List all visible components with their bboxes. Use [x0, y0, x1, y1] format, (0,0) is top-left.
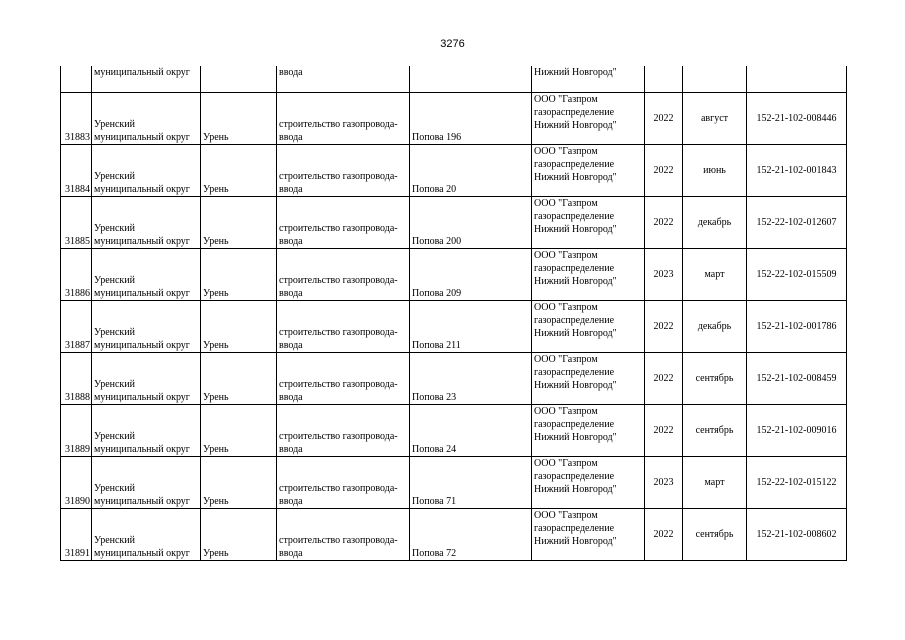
cell-locality: [201, 301, 277, 353]
work-type-line1: строительство газопровода-: [279, 379, 398, 390]
cell-work-type: ввода: [277, 66, 410, 93]
work-type-line2: ввода: [279, 548, 303, 559]
month: август: [700, 113, 729, 124]
cell-id: [61, 301, 92, 353]
month: декабрь: [697, 217, 732, 228]
work-type-line2: ввода: [279, 288, 303, 299]
cell-work-type: [277, 457, 410, 509]
cell-month: [683, 353, 747, 405]
cell-code: [747, 457, 847, 509]
locality: Урень: [203, 548, 229, 559]
row-id: 31883: [65, 132, 90, 143]
cell-address: [410, 93, 532, 145]
cell-code: [747, 197, 847, 249]
district-type: муниципальный округ: [94, 548, 190, 559]
year: 2023: [653, 477, 674, 488]
table-row: [61, 145, 847, 197]
work-type-line1: строительство газопровода-: [279, 171, 398, 182]
org-line1: ООО "Газпром: [534, 510, 598, 521]
cell-month: [683, 66, 747, 93]
month: декабрь: [697, 321, 732, 332]
work-type-line2: ввода: [279, 496, 303, 507]
org-line3: Нижний Новгород": [534, 432, 617, 443]
address: Попова 71: [412, 496, 457, 507]
work-type-line2: ввода: [279, 236, 303, 247]
cell-district: муниципальный округ: [92, 66, 201, 93]
cell-code: [747, 66, 847, 93]
row-id: 31886: [65, 288, 90, 299]
cell-month: [683, 249, 747, 301]
cell-year: [645, 93, 683, 145]
cell-code: [747, 353, 847, 405]
locality: Урень: [203, 184, 229, 195]
row-id: 31890: [65, 496, 90, 507]
cell-address: [410, 405, 532, 457]
cell-code: [747, 509, 847, 561]
district-name: Уренский: [94, 327, 135, 338]
cell-address: [410, 197, 532, 249]
cell-organization: [532, 249, 645, 301]
org-line3: Нижний Новгород": [534, 276, 617, 287]
org-line3: Нижний Новгород": [534, 484, 617, 495]
work-type-line1: строительство газопровода-: [279, 483, 398, 494]
work-type-line1: строительство газопровода-: [279, 275, 398, 286]
address: Попова 24: [412, 444, 457, 455]
cell-address: [410, 66, 532, 93]
row-id: 31891: [65, 548, 90, 559]
cell-district: [92, 509, 201, 561]
org-line3: Нижний Новгород": [534, 328, 617, 339]
year: 2022: [653, 165, 674, 176]
work-type-line1: строительство газопровода-: [279, 327, 398, 338]
cell-district: [92, 249, 201, 301]
locality: Урень: [203, 496, 229, 507]
cell-address: [410, 509, 532, 561]
cell-district: [92, 457, 201, 509]
district-type: муниципальный округ: [94, 496, 190, 507]
org-line2: газораспределение: [534, 471, 615, 482]
locality: Урень: [203, 340, 229, 351]
cell-month: [683, 197, 747, 249]
cell-work-type: [277, 93, 410, 145]
table-row: [61, 93, 847, 145]
cell-year: [645, 457, 683, 509]
org-line3: Нижний Новгород": [534, 120, 617, 131]
org-line2: газораспределение: [534, 107, 615, 118]
org-line1: ООО "Газпром: [534, 94, 598, 105]
year: 2022: [653, 113, 674, 124]
cell-year: [645, 353, 683, 405]
work-type-line1: строительство газопровода-: [279, 431, 398, 442]
cell-work-type: [277, 197, 410, 249]
object-code: 152-21-102-008459: [756, 373, 837, 384]
cell-month: [683, 509, 747, 561]
cell-locality: [201, 405, 277, 457]
cell-month: [683, 145, 747, 197]
work-type-line2: ввода: [279, 340, 303, 351]
cell-address: [410, 353, 532, 405]
org-line2: газораспределение: [534, 367, 615, 378]
row-id: 31888: [65, 392, 90, 403]
org-line1: ООО "Газпром: [534, 198, 598, 209]
district-name: Уренский: [94, 535, 135, 546]
cell-month: [683, 301, 747, 353]
org-line3: Нижний Новгород": [534, 224, 617, 235]
address: Попова 211: [412, 340, 461, 351]
address: Попова 200: [412, 236, 462, 247]
cell-district: [92, 405, 201, 457]
cell-work-type: [277, 405, 410, 457]
district-name: Уренский: [94, 171, 135, 182]
org-line3: Нижний Новгород": [534, 536, 617, 547]
object-code: 152-21-102-008446: [756, 113, 837, 124]
address: Попова 196: [412, 132, 462, 143]
work-type-line2: ввода: [279, 184, 303, 195]
locality: Урень: [203, 444, 229, 455]
cell-id: [61, 93, 92, 145]
year: 2022: [653, 529, 674, 540]
cell-district: [92, 353, 201, 405]
month: сентябрь: [695, 373, 734, 384]
row-id: 31889: [65, 444, 90, 455]
cell-organization: [532, 509, 645, 561]
continuation-row: [61, 66, 847, 93]
cell-year: [645, 249, 683, 301]
cell-locality: [201, 66, 277, 93]
cell-locality: [201, 197, 277, 249]
table-body: [61, 66, 847, 561]
address: Попова 209: [412, 288, 462, 299]
cell-address: [410, 301, 532, 353]
locality: Урень: [203, 132, 229, 143]
district-name: Уренский: [94, 431, 135, 442]
cell-organization: [532, 197, 645, 249]
cell-id: [61, 405, 92, 457]
district-type: муниципальный округ: [94, 340, 190, 351]
work-type-line2: ввода: [279, 444, 303, 455]
object-code: 152-21-102-001786: [756, 321, 837, 332]
work-type-line1: строительство газопровода-: [279, 119, 398, 130]
year: 2022: [653, 373, 674, 384]
cell-organization: [532, 145, 645, 197]
cell-id: [61, 197, 92, 249]
cell-year: [645, 145, 683, 197]
month: март: [704, 477, 725, 488]
address: Попова 20: [412, 184, 457, 195]
year: 2023: [653, 269, 674, 280]
table-row: [61, 197, 847, 249]
cell-work-type: [277, 301, 410, 353]
cell-id: [61, 353, 92, 405]
cell-locality: [201, 93, 277, 145]
cell-month: [683, 93, 747, 145]
object-code: 152-22-102-015122: [756, 477, 837, 488]
work-type-line1: строительство газопровода-: [279, 535, 398, 546]
registry-table: [60, 66, 847, 561]
cell-organization: [532, 405, 645, 457]
cell-code: [747, 93, 847, 145]
org-line2: газораспределение: [534, 315, 615, 326]
cell-address: [410, 457, 532, 509]
org-line1: ООО "Газпром: [534, 250, 598, 261]
object-code: 152-21-102-008602: [756, 529, 837, 540]
org-line1: ООО "Газпром: [534, 406, 598, 417]
cell-code: [747, 405, 847, 457]
work-type-line2: ввода: [279, 132, 303, 143]
cell-work-type: [277, 145, 410, 197]
month: сентябрь: [695, 529, 734, 540]
table-row: [61, 353, 847, 405]
cell-id: [61, 509, 92, 561]
month: июнь: [703, 165, 726, 176]
month: март: [704, 269, 725, 280]
cell-code: [747, 301, 847, 353]
cell-year: [645, 509, 683, 561]
cell-locality: [201, 145, 277, 197]
district-type: муниципальный округ: [94, 392, 190, 403]
district-name: Уренский: [94, 119, 135, 130]
cell-id: [61, 457, 92, 509]
org-line1: ООО "Газпром: [534, 302, 598, 313]
year: 2022: [653, 217, 674, 228]
cell-organization: [532, 457, 645, 509]
org-line1: ООО "Газпром: [534, 458, 598, 469]
org-line2: газораспределение: [534, 211, 615, 222]
object-code: 152-22-102-012607: [756, 217, 837, 228]
org-line2: газораспределение: [534, 419, 615, 430]
month: сентябрь: [695, 425, 734, 436]
org-line2: газораспределение: [534, 523, 615, 534]
cell-organization: [532, 301, 645, 353]
table-row: [61, 249, 847, 301]
district-name: Уренский: [94, 379, 135, 390]
cell-id: [61, 249, 92, 301]
district-type: муниципальный округ: [94, 288, 190, 299]
address: Попова 23: [412, 392, 457, 403]
cell-address: [410, 249, 532, 301]
org-line3: Нижний Новгород": [534, 380, 617, 391]
cell-district: [92, 145, 201, 197]
district-name: Уренский: [94, 275, 135, 286]
cell-month: [683, 457, 747, 509]
year: 2022: [653, 425, 674, 436]
org-line1: ООО "Газпром: [534, 146, 598, 157]
org-line3: Нижний Новгород": [534, 172, 617, 183]
cell-locality: [201, 353, 277, 405]
address: Попова 72: [412, 548, 457, 559]
district-type: муниципальный округ: [94, 132, 190, 143]
cell-district: [92, 301, 201, 353]
cell-work-type: [277, 353, 410, 405]
cell-work-type: [277, 249, 410, 301]
district-type: муниципальный округ: [94, 184, 190, 195]
cell-district: [92, 197, 201, 249]
table-row: [61, 509, 847, 561]
cell-organization: Нижний Новгород": [532, 66, 645, 93]
cell-district: [92, 93, 201, 145]
cell-locality: [201, 509, 277, 561]
work-type-line1: строительство газопровода-: [279, 223, 398, 234]
row-id: 31884: [65, 184, 90, 195]
cell-id: [61, 145, 92, 197]
page-number: 3276: [440, 38, 465, 50]
cell-organization: [532, 353, 645, 405]
cell-id: [61, 66, 92, 93]
table-row: [61, 405, 847, 457]
locality: Урень: [203, 236, 229, 247]
district-type: муниципальный округ: [94, 444, 190, 455]
cell-organization: [532, 93, 645, 145]
object-code: 152-21-102-009016: [756, 425, 837, 436]
cell-month: [683, 405, 747, 457]
cell-work-type: [277, 509, 410, 561]
cell-locality: [201, 457, 277, 509]
row-id: 31885: [65, 236, 90, 247]
org-line1: ООО "Газпром: [534, 354, 598, 365]
cell-code: [747, 145, 847, 197]
cell-address: [410, 145, 532, 197]
cell-year: [645, 66, 683, 93]
locality: Урень: [203, 288, 229, 299]
row-id: 31887: [65, 340, 90, 351]
cell-locality: [201, 249, 277, 301]
org-line2: газораспределение: [534, 159, 615, 170]
cell-year: [645, 197, 683, 249]
table-row: [61, 457, 847, 509]
work-type-line2: ввода: [279, 392, 303, 403]
district-name: Уренский: [94, 223, 135, 234]
object-code: 152-21-102-001843: [756, 165, 837, 176]
cell-year: [645, 405, 683, 457]
district-name: Уренский: [94, 483, 135, 494]
locality: Урень: [203, 392, 229, 403]
year: 2022: [653, 321, 674, 332]
org-line2: газораспределение: [534, 263, 615, 274]
table-row: [61, 301, 847, 353]
cell-code: [747, 249, 847, 301]
object-code: 152-22-102-015509: [756, 269, 837, 280]
cell-year: [645, 301, 683, 353]
district-type: муниципальный округ: [94, 236, 190, 247]
